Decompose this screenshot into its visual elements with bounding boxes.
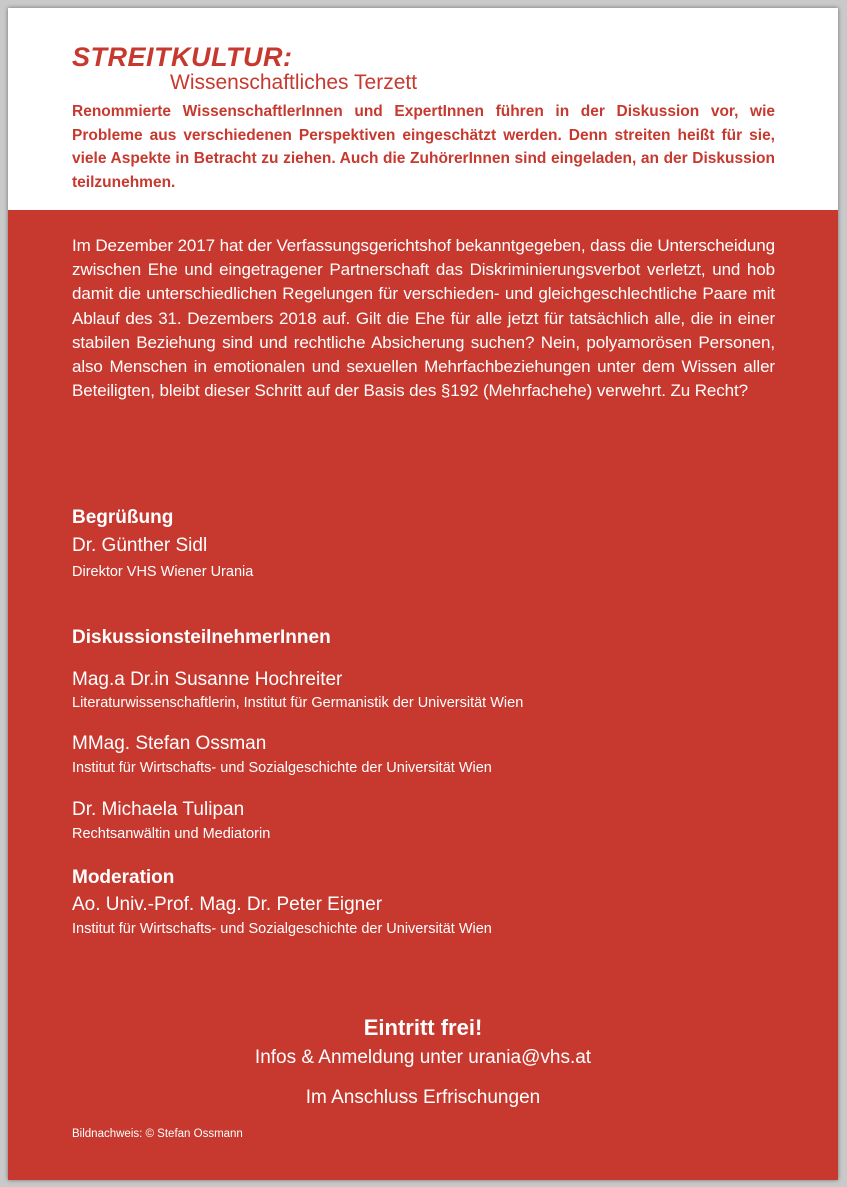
greeting-name: Dr. Günther Sidl [72,535,208,556]
panel-heading: DiskussionsteilnehmerInnen [72,627,331,648]
moderation-name: Ao. Univ.-Prof. Mag. Dr. Peter Eigner [72,894,383,915]
image-credit: Bildnachweis: © Stefan Ossmann [72,1128,243,1140]
page-subtitle: Wissenschaftliches Terzett [170,71,418,94]
panel-member-name: Dr. Michaela Tulipan [72,799,245,820]
admission-text: Eintritt frei! [363,1015,483,1040]
panel-member-role: Literaturwissenschaftlerin, Institut für Germanistik der Universität Wien [72,695,524,711]
greeting-heading: Begrüßung [72,507,174,528]
page-title: STREITKULTUR: [72,42,293,72]
flyer-page [8,8,838,1180]
refreshments-text: Im Anschluss Erfrischungen [305,1087,541,1108]
content-section [8,210,838,1180]
greeting-role: Direktor VHS Wiener Urania [72,564,254,580]
moderation-role: Institut für Wirtschafts- und Sozialgeschichte der Universität Wien [72,921,492,937]
moderation-heading: Moderation [72,867,175,888]
intro-text: Renommierte WissenschaftlerInnen und ExpertInnen führen in der Diskussion vor, wie Probleme aus verschiedenen Perspektiven eingeschätzt werden. Denn streiten heißt für sie, viele Aspekte in Betracht zu ziehen. Auch die ZuhörerInnen sind eingeladen, an der Diskussion teilzunehmen. [72,103,775,191]
header-section [8,8,838,210]
body-paragraph: Im Dezember 2017 hat der Verfassungsgerichtshof bekanntgegeben, dass die Unterscheidung zwischen Ehe und eingetragener Partnerschaft das Diskriminierungsverbot verletzt, und hob damit die unterschiedlichen Regelungen für verschieden- und gleichgeschlechtliche Paare mit Ablauf des 31. Dezembers 2018 auf. Gilt die Ehe für alle jetzt für tatsächlich alle, die in einer stabilen Beziehung sind und rechtliche Absicherung suchen? Nein, polyamorösen Personen, also Menschen in emotionalen und sexuellen Mehrfachbeziehungen unter dem Wissen aller Beteiligten, bleibt dieser Schritt auf der Basis des §192 (Mehrfachehe) verwehrt. Zu Recht? [72,236,775,401]
panel-member-name: Mag.a Dr.in Susanne Hochreiter [72,669,343,690]
panel-member-role: Institut für Wirtschafts- und Sozialgeschichte der Universität Wien [72,760,492,776]
registration-info: Infos & Anmeldung unter urania@vhs.at [254,1047,592,1068]
panel-member-role: Rechtsanwältin und Mediatorin [72,826,271,842]
panel-member-name: MMag. Stefan Ossman [72,733,267,754]
